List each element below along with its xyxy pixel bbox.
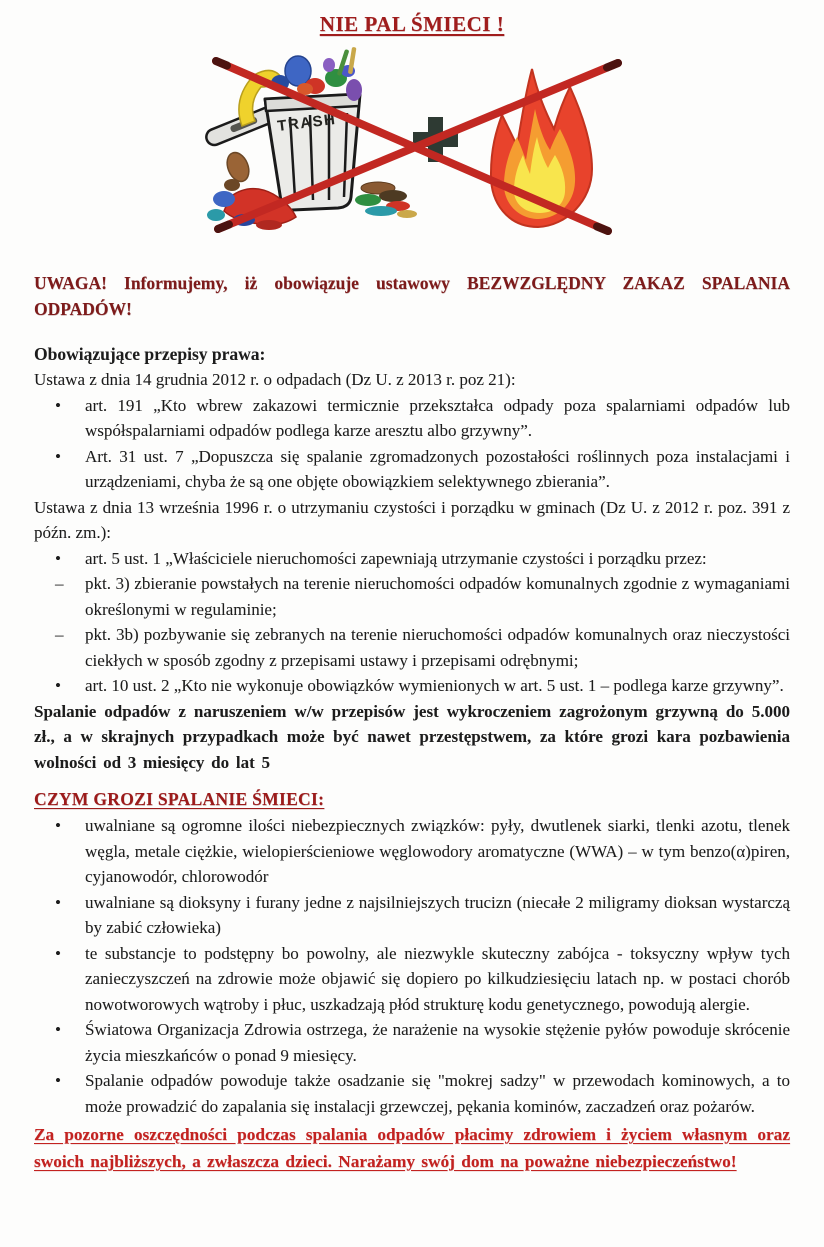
bullet-marker: • <box>55 1020 61 1039</box>
list-item <box>34 1068 790 1119</box>
bullet-marker: • <box>55 395 61 415</box>
bullet-marker: • <box>55 548 61 568</box>
list-item-text: art. 191 „Kto wbrew zakazowi termicznie przekształca odpady poza spalarniami odpadów lub współspalarniami odpadów podlega karze aresztu albo grzywny”. <box>85 395 790 440</box>
no-burn-sign <box>202 45 622 257</box>
list-item-text: art. 5 ust. 1 „Właściciele nieruchomości zapewniają utrzymanie czystości i porządku przez: <box>85 548 707 568</box>
list-item-text: pkt. 3b) pozbywanie się zebranych na terenie nieruchomości odpadów komunalnych oraz nieczystości ciekłych w sposób zgodny z przepisami ustawy i przepisami odrębnymi; <box>85 625 790 670</box>
list-item <box>34 622 790 673</box>
penalty-paragraph: Spalanie odpadów z naruszeniem w/w przepisów jest wykroczeniem zagrożonym grzywną do 5.000 zł., a w skrajnych przypadkach może być nawet przestępstwem, za które grozi kara pozbawienia wolności od 3 miesięcy do lat 5 <box>34 701 790 772</box>
list-item-text: uwalniane są ogromne ilości niebezpiecznych związków: pyły, dwutlenek siarki, tlenki azotu, tlenek węgla, metale ciężkie, wielopierścieniowe węglowodory aromatyczne (WWA) – w tym benzo(α)piren, cyjanowodór, chlorowodór <box>85 816 790 886</box>
bullet-marker: • <box>55 1071 61 1090</box>
list-item-text: te substancje to podstępny bo powolny, ale niezwykle skuteczny zabójca - toksyczny wpływ tych zanieczyszczeń na zdrowie może objawić się dopiero po kilkudziesięciu latach np. w postaci chorób nowotworowych wątroby i płuc, uszkadzają płód strukturę kodu genetycznego, powodują alergie. <box>85 943 790 1014</box>
trash-can-label: TRASH <box>276 110 338 135</box>
list-item-text: Światowa Organizacja Zdrowia ostrzega, że narażenie na wysokie stężenie pyłów powoduje skrócenie życia mieszkańców o ponad 9 miesięcy. <box>85 1020 790 1065</box>
list-item-text: pkt. 3) zbieranie powstałych na terenie nieruchomości odpadów komunalnych zgodnie z wymaganiami określonymi w regulaminie; <box>85 574 790 619</box>
list-item <box>34 813 790 890</box>
list-item <box>34 571 790 622</box>
footer-warning-paragraph: Za pozorne oszczędności podczas spalania odpadów płacimy zdrowiem i życiem własnym oraz swoich najbliższych, a zwłaszcza dzieci. Narażamy swój dom na poważne niebezpieczeństwo! <box>34 1125 790 1171</box>
no-burning-illustration <box>202 45 622 262</box>
list-item <box>34 393 790 444</box>
list-item <box>34 890 790 941</box>
dash-marker: – <box>55 574 64 593</box>
bullet-marker: • <box>55 816 61 835</box>
list-item-text: Spalanie odpadów powoduje także osadzanie się "mokrej sadzy" w przewodach kominowych, a to może prowadzić do zapalania się instalacji grzewczej, pękania kominów, zaczadzeń oraz pożarów. <box>85 1071 790 1116</box>
bullet-marker: • <box>55 676 61 695</box>
list-item-text: art. 10 ust. 2 „Kto nie wykonuje obowiązków wymienionych w art. 5 ust. 1 – podlega karze grzywny”. <box>85 676 784 695</box>
law-section-heading: Obowiązujące przepisy prawa: <box>34 344 266 364</box>
act1-intro: Ustawa z dnia 14 grudnia 2012 r. o odpadach (Dz U. z 2013 r. poz 21): <box>34 370 516 389</box>
list-item <box>34 1017 790 1068</box>
list-item-text: uwalniane są dioksyny i furany jedne z najsilniejszych trucizn (niecałe 2 miligramy dioksan wystarczą by zabić człowieka) <box>85 892 790 937</box>
bullet-marker: • <box>55 892 61 912</box>
dash-marker: – <box>55 625 64 644</box>
list-item <box>34 941 790 1018</box>
danger-section-heading: CZYM GROZI SPALANIE ŚMIECI: <box>34 789 325 809</box>
bullet-marker: • <box>55 943 61 963</box>
warning-paragraph: UWAGA! Informujemy, iż obowiązuje ustawowy BEZWZGLĘDNY ZAKAZ SPALANIA ODPADÓW! <box>34 273 790 319</box>
act2-intro: Ustawa z dnia 13 września 1996 r. o utrzymaniu czystości i porządku w gminach (Dz U. z 2012 r. poz. 391 z późn. zm.): <box>34 497 790 542</box>
list-item-text: Art. 31 ust. 7 „Dopuszcza się spalanie zgromadzonych pozostałości roślinnych poza instalacjami i urządzeniami, chyba że są one objęte obowiązkiem selektywnego zbierania”. <box>85 446 790 491</box>
list-item <box>34 673 790 699</box>
list-item <box>34 444 790 495</box>
page-title: NIE PAL ŚMIECI ! <box>319 12 505 36</box>
list-item <box>34 546 790 572</box>
bullet-marker: • <box>55 446 61 466</box>
